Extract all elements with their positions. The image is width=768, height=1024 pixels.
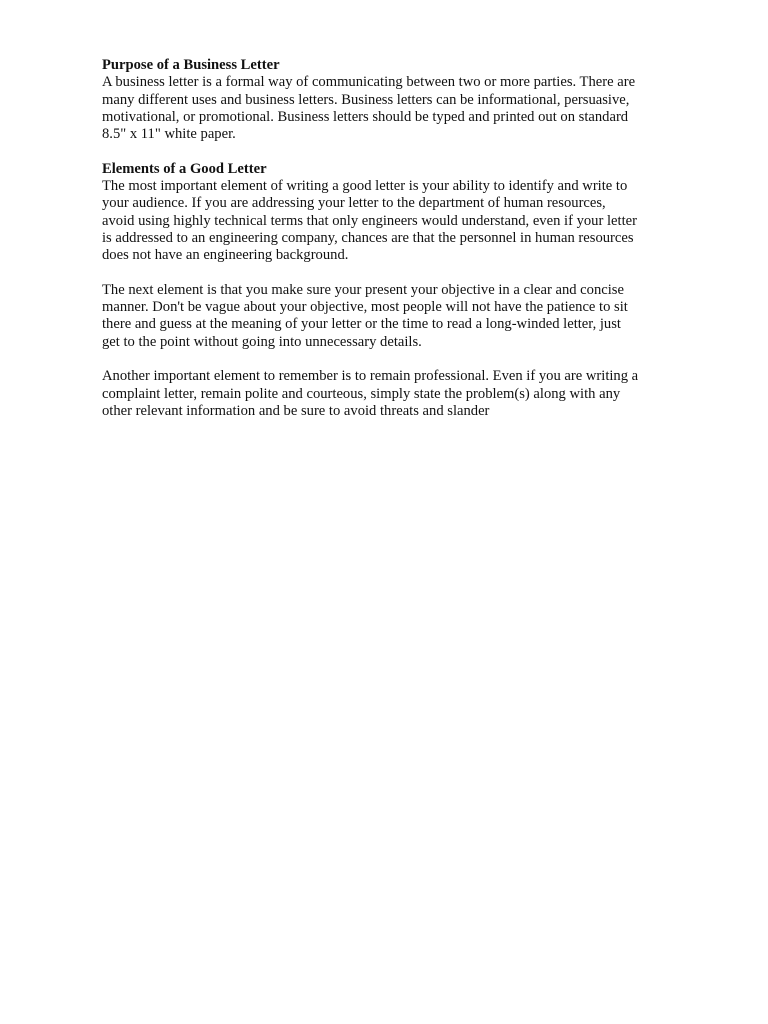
- text-line: manner. Don't be vague about your objective, most people will not have the patience to sit: [102, 299, 628, 316]
- text-line: complaint letter, remain polite and courteous, simply state the problem(s) along with any: [102, 385, 621, 402]
- text-line: does not have an engineering background.: [102, 247, 349, 264]
- paragraph: [102, 178, 662, 264]
- paragraph: [102, 282, 662, 351]
- text-line: The most important element of writing a good letter is your ability to identify and write to: [102, 178, 628, 195]
- text-line: is addressed to an engineering company, chances are that the personnel in human resources: [102, 229, 634, 246]
- text-line: your audience. If you are addressing your letter to the department of human resources,: [102, 195, 606, 212]
- text-line: A business letter is a formal way of communicating between two or more parties. There are: [102, 74, 636, 91]
- text-line: motivational, or promotional. Business letters should be typed and printed out on standard: [102, 108, 629, 125]
- text-line: 8.5" x 11" white paper.: [102, 126, 236, 143]
- text-line: avoid using highly technical terms that only engineers would understand, even if your letter: [102, 212, 637, 229]
- section-heading: Elements of a Good Letter: [102, 160, 267, 177]
- section-heading: Purpose of a Business Letter: [102, 57, 280, 73]
- section-elements: [102, 161, 662, 420]
- paragraph: [102, 74, 662, 143]
- text-line: many different uses and business letters. Business letters can be informational, persuasive,: [102, 91, 630, 108]
- text-line: The next element is that you make sure your present your objective in a clear and concise: [102, 281, 624, 298]
- text-line: get to the point without going into unnecessary details.: [102, 333, 422, 350]
- paragraph: [102, 368, 662, 420]
- text-line: other relevant information and be sure to avoid threats and slander: [102, 402, 490, 419]
- section-purpose: [102, 57, 662, 143]
- text-line: Another important element to remember is to remain professional. Even if you are writing a: [102, 368, 639, 385]
- document-body: [102, 57, 662, 438]
- text-line: there and guess at the meaning of your letter or the time to read a long-winded letter, just: [102, 316, 621, 333]
